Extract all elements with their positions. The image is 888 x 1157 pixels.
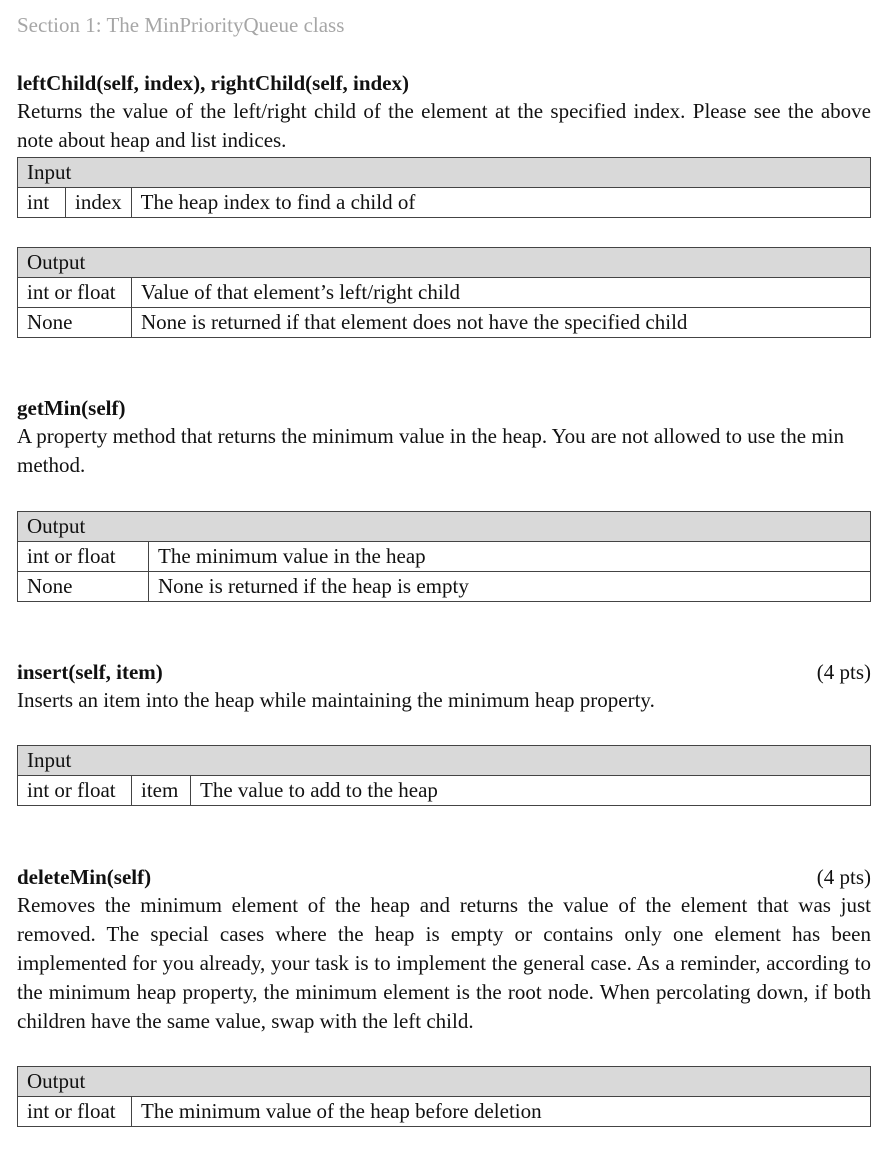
method-insert [17,658,871,715]
return-description: None is returned if the heap is empty [149,572,871,602]
param-name: item [132,776,191,806]
method-signature: getMin(self) [17,396,126,420]
return-type: int or float [18,542,149,572]
return-type: None [18,572,149,602]
return-description: The minimum value of the heap before deletion [132,1097,871,1127]
method-deletemin [17,863,871,1036]
table-header: Input [18,158,871,188]
param-description: The heap index to find a child of [131,188,870,218]
section-title: Section 1: The MinPriorityQueue class [17,13,345,37]
method-getmin [17,394,871,480]
getmin-output-table [17,511,871,602]
children-output-table [17,247,871,338]
table-row [18,776,871,806]
table-header: Output [18,512,871,542]
method-description: Removes the minimum element of the heap and returns the value of the element that was just removed. The special cases where the heap is empty or contains only one element has been implemented for you already, your task is to implement the general case. As a reminder, according to the minimum heap property, the minimum element is the root node. When percolating down, if both children have the same value, swap with the left child. [17,893,871,1033]
return-description: Value of that element’s left/right child [132,278,871,308]
method-signature: insert(self, item) [17,660,163,684]
method-description: Inserts an item into the heap while maintaining the minimum heap property. [17,688,655,712]
table-header: Output [18,1067,871,1097]
insert-input-table [17,745,871,806]
param-name: index [66,188,132,218]
table-row [18,572,871,602]
method-signature: deleteMin(self) [17,865,152,889]
table-header: Input [18,746,871,776]
method-description: A property method that returns the minimum value in the heap. You are not allowed to use the min method. [17,424,845,477]
points-label: (4 pts) [816,660,871,684]
table-row [18,188,871,218]
table-row [18,1097,871,1127]
method-description: Returns the value of the left/right child of the element at the specified index. Please see the above note about heap and list indices. [17,99,871,152]
children-input-table [17,157,871,218]
method-children [17,69,871,155]
return-type: None [18,308,132,338]
return-type: int or float [18,1097,132,1127]
param-type: int or float [18,776,132,806]
method-signature: leftChild(self, index), rightChild(self, index) [17,71,409,95]
param-type: int [18,188,66,218]
return-description: The minimum value in the heap [149,542,871,572]
param-description: The value to add to the heap [191,776,871,806]
deletemin-output-table [17,1066,871,1127]
table-row [18,542,871,572]
points-label: (4 pts) [816,865,871,889]
table-row [18,278,871,308]
return-description: None is returned if that element does not have the specified child [132,308,871,338]
table-row [18,308,871,338]
return-type: int or float [18,278,132,308]
table-header: Output [18,248,871,278]
